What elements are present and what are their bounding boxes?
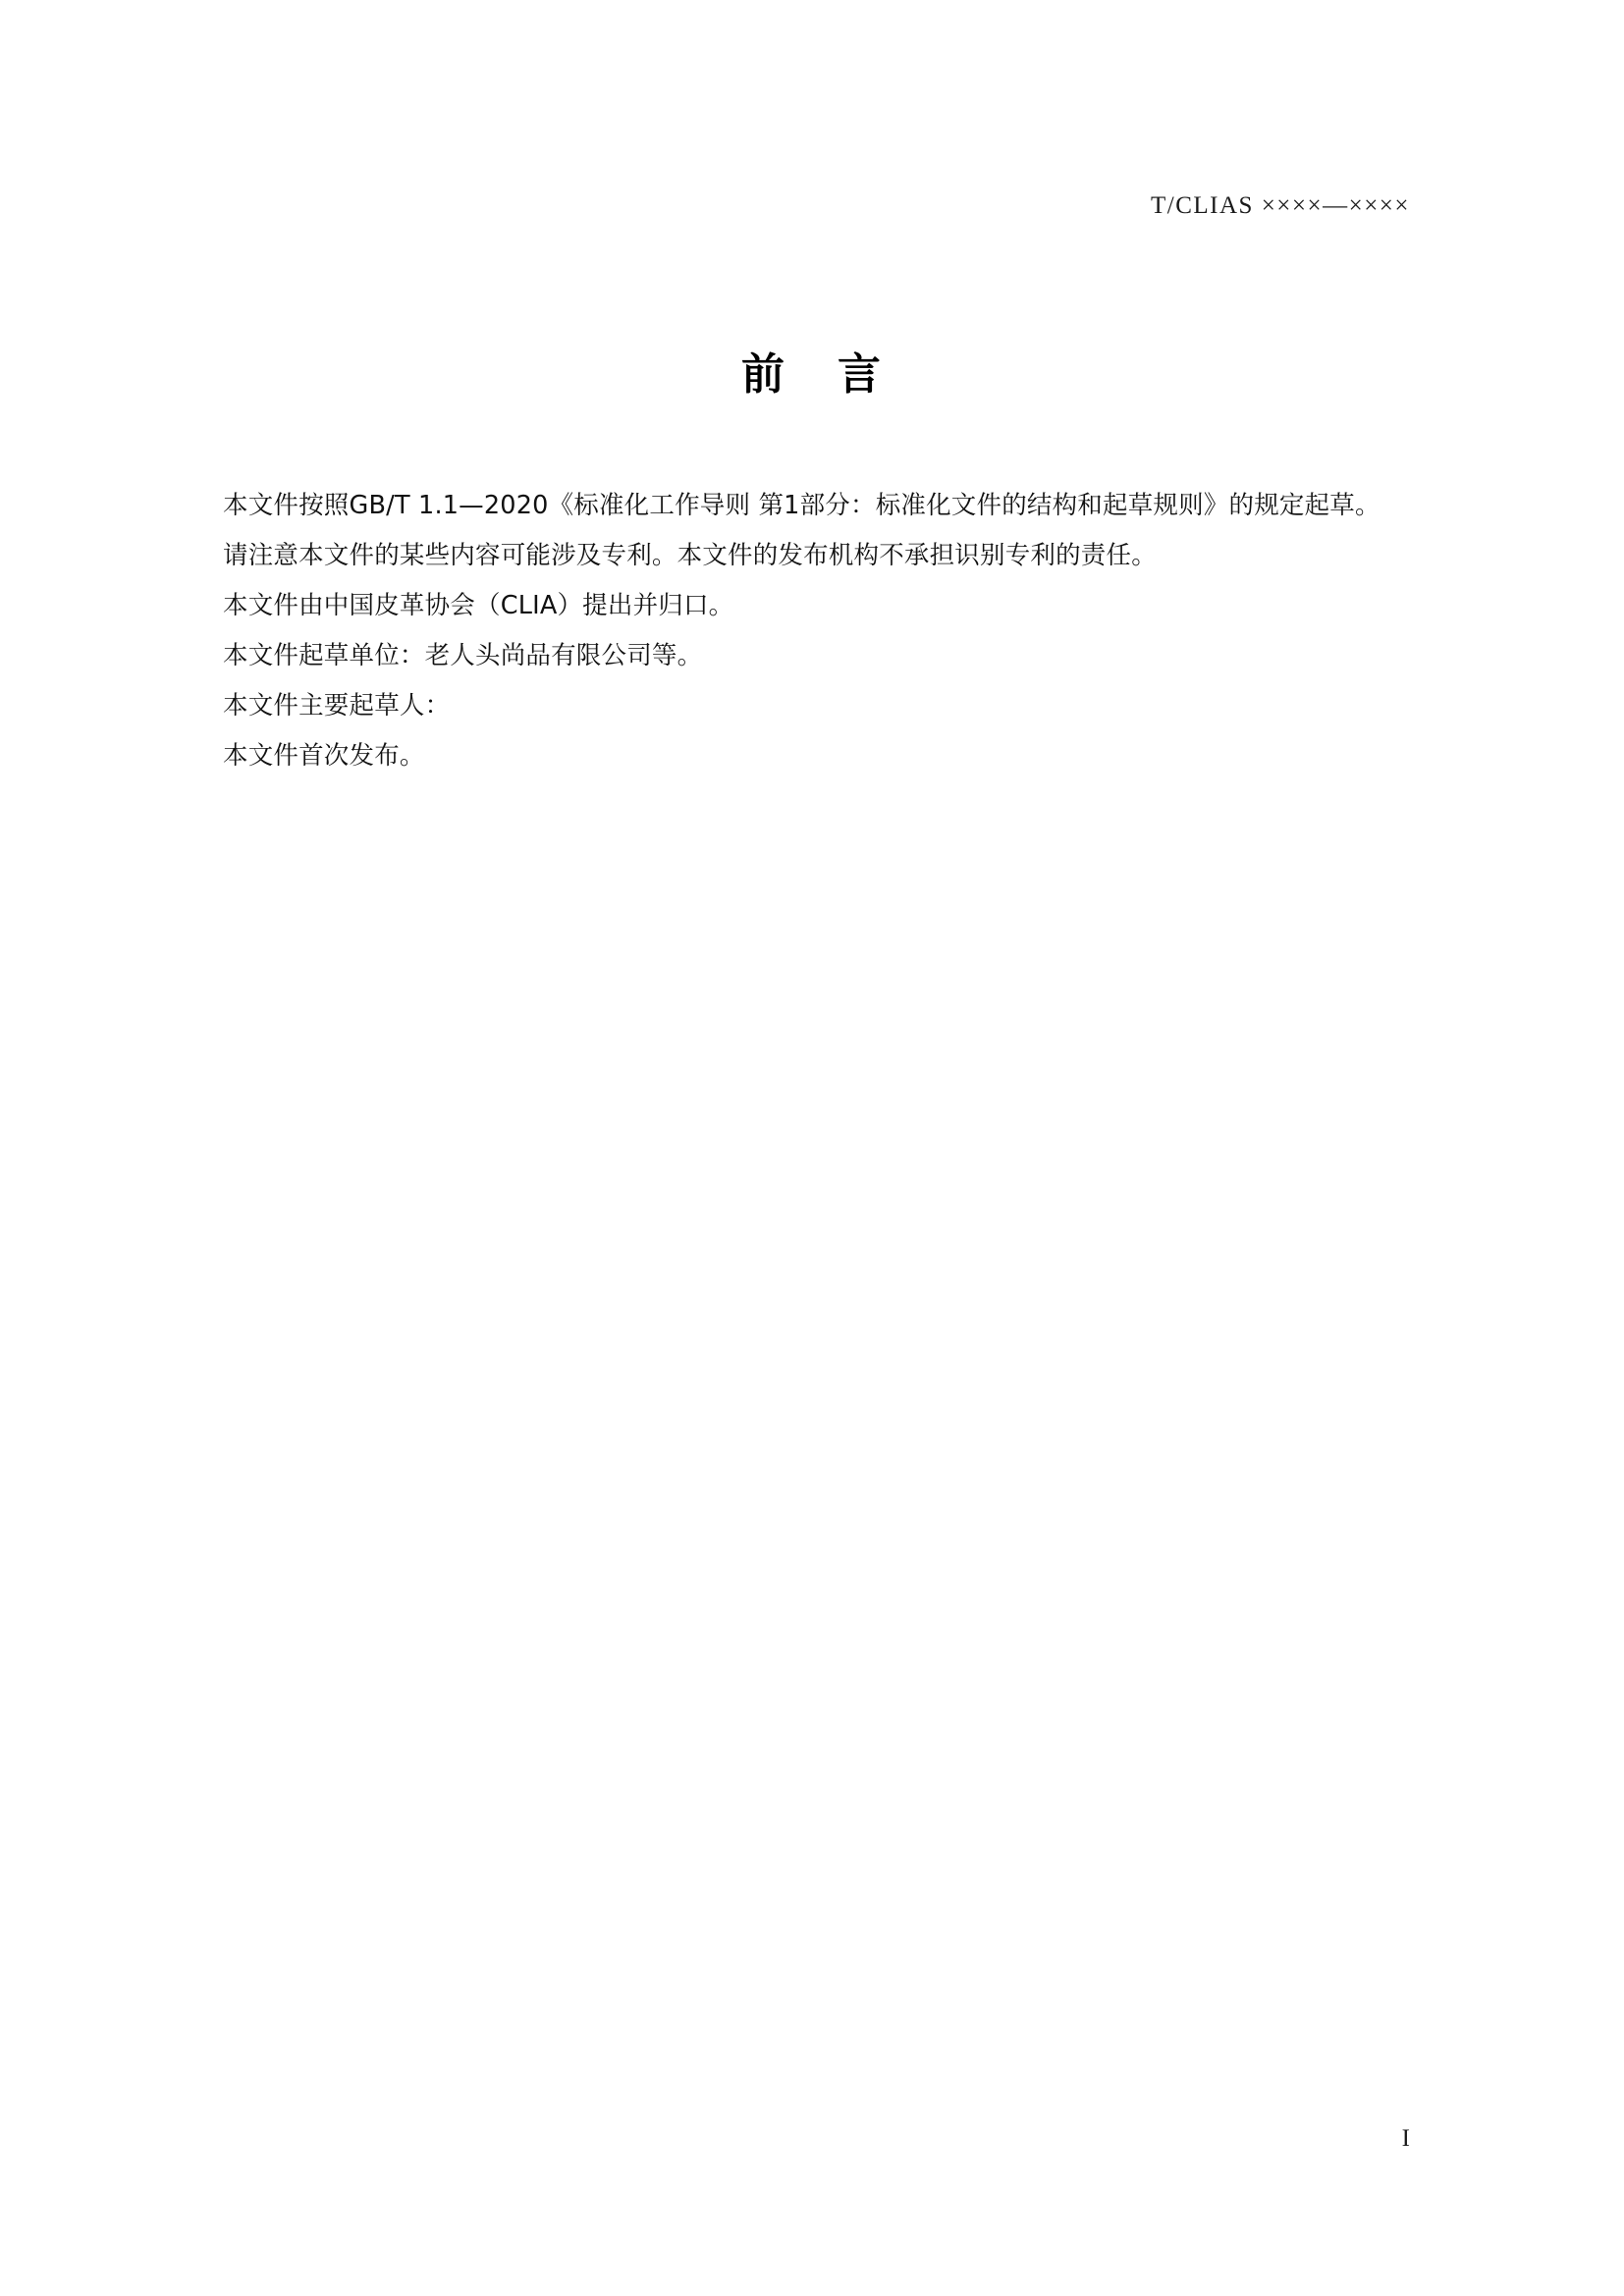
page-title (0, 339, 1624, 401)
page-title-char-right: 言 (838, 349, 883, 400)
standard-number-header: T/CLIAS ××××—×××× (1151, 192, 1410, 219)
page-title-char-left: 前 (741, 349, 786, 400)
foreword-paragraph-3: 本文件由中国皮革协会（CLIA）提出并归口。 (223, 591, 734, 620)
foreword-paragraph-5: 本文件主要起草人： (223, 691, 451, 721)
foreword-paragraph-2: 请注意本文件的某些内容可能涉及专利。本文件的发布机构不承担识别专利的责任。 (223, 541, 1157, 570)
foreword-paragraph-4: 本文件起草单位：老人头尚品有限公司等。 (223, 641, 703, 670)
page-number: I (1401, 2125, 1410, 2152)
foreword-paragraph-1: 本文件按照GB/T 1.1—2020《标准化工作导则 第1部分：标准化文件的结构和起草规则》的规定起草。 (223, 491, 1380, 520)
foreword-body (172, 481, 1458, 781)
foreword-paragraph-6: 本文件首次发布。 (223, 741, 425, 771)
